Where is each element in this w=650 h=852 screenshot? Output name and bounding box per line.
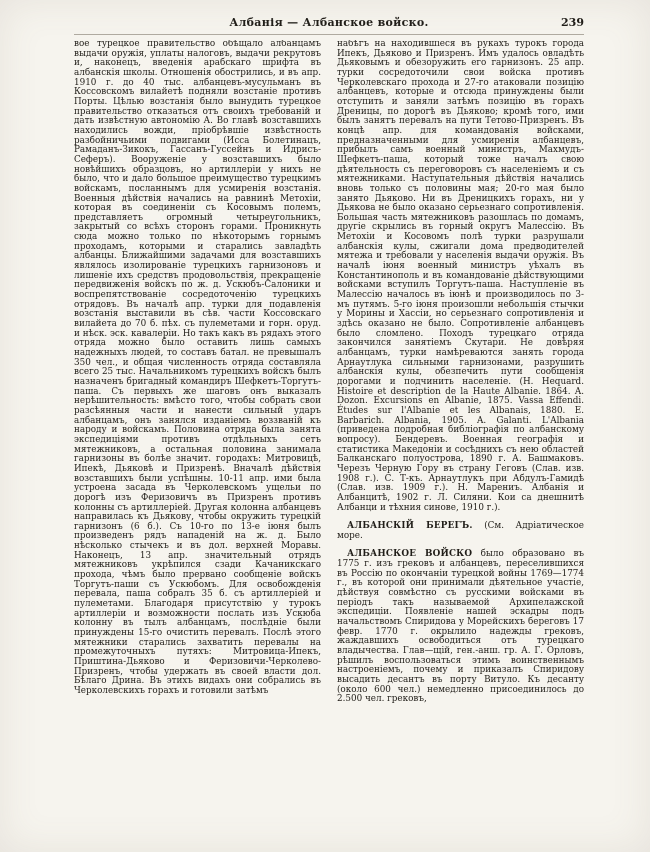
article-albanskoe-vojsko: [337, 550, 584, 705]
article-text-albanskoe-vojsko: было образовано въ 1775 г. изъ грековъ и албанцевъ, переселившихся въ Россію по окончаніи турецкой войны 1769—1774 г., въ которой они принимали дѣятельное участіе, дѣйствуя совмѣстно съ русскими войсками въ періодъ такъ называемой Архипелажской экспедиціи. Появленіе нашей эскадры подъ начальствомъ Спиридова у Морейскихъ береговъ 17 февр. 1770 г. окрылило надежды грековъ, жаждавшихъ освободиться отъ турецкаго владычества. Глав—щій, ген.-анш. гр. А. Г. Орловъ, рѣшилъ воспользоваться этимъ воинственнымъ настроеніемъ, почему и приказалъ Спиридову высадить десантъ въ порту Витуло. Къ десанту (около 600 чел.) немедленно присоединилось до 2.500 чел. грековъ,: [337, 549, 584, 705]
running-header: [74, 16, 584, 32]
page-title: Албанія — Албанское войско.: [229, 16, 429, 29]
right-column: [337, 40, 584, 834]
article-text-albanskij-bereg: (См. Адріатическое море.: [337, 521, 584, 541]
albania-article-continuation-right: набѣгъ на находившіеся въ рукахъ турокъ города Ипекъ, Дьяково и Призренъ. Имъ удалось овладѣть Дьяковымъ и обезоружить его гарнизонъ. 25 апр. турки сосредоточили свои войска противъ Черколевскаго прохода и 27-го атаковали позицію албанцевъ, которые и отсюда принуждены были отступить и заняли затѣмъ позицію въ горахъ Дреницы, по дорогѣ въ Дьяково; кромѣ того, ими былъ занятъ перевалъ на пути Тетово-Призренъ. Въ концѣ апр. для командованія войсками, предназначенными для усмиренія албанцевъ, прибылъ самъ военный министръ, Махмудъ-Шефкетъ-паша, который тоже началъ свою дѣятельность съ переговоровъ съ населеніемъ и съ мятежниками. Наступательныя дѣйствія начались вновь только съ половины мая; 20-го мая было занято Дьяково. Ни въ Дреницкихъ горахъ, ни у Дьякова не было оказано серьезнаго сопротивленія. Большая часть мятежниковъ разошлась по домамъ, другіе скрылись въ горный округъ Малессію. Въ Метохіи и Косовомъ полѣ турки разрушали албанскія кулы, сжигали дома предводителей мятежа и требовали у населенія выдачи оружія. Въ началѣ іюня военный министръ уѣхалъ въ Константинополь и въ командованіе дѣйствующими войсками вступилъ Торгутъ-паша. Наступленіе въ Малессію началось въ іюнѣ и производилось по 3-мъ путямъ. 5-го іюня произошли небольшія стычки у Морины и Хассіи, но серьезнаго сопротивленія и здѣсь оказано не было. Сопротивленіе албанцевъ было сломлено. Походъ турецкаго отряда закончился занятіемъ Скутари. Не довѣряя албанцамъ, турки намѣреваются занять города Арнаутлука сильными гарнизонами, разрушить албанскія кулы, обезпечить пути сообщенія дорогами и подчинить населеніе. (H. Hequard. Histoire et description de la Haute Albanie. 1864. A. Dozon. Excursions en Albanie, 1875. Vassa Effendi. Études sur l'Albanie et les Albanais, 1880. E. Barbarich. Albania, 1905. A. Galanti. L'Albania (приведена подробная библіографія по албанскому вопросу). Бендеревъ. Военная географія и статистика Македоніи и сосѣднихъ съ нею областей Балканскаго полуострова, 1890 г. А. Башмаковъ. Черезъ Черную Гору въ страну Геговъ (Слав. изв. 1908 г.). С. Т-къ. Арнаутлукъ при Абдулъ-Гамидѣ (Слав. изв. 1909 г.). Н. Марениъ. Албанія и Албанцитѣ, 1902 г. Л. Силяни. Кои са днешнитѣ Албанци и тѣхния синове, 1910 г.).: [337, 40, 584, 513]
article-heading-albanskoe-vojsko: АЛБАНСКОЕ ВОЙСКО: [347, 549, 473, 560]
left-column: [74, 40, 321, 834]
article-albanskij-bereg: [337, 522, 584, 541]
text-columns: [74, 40, 584, 834]
header-divider: [74, 34, 584, 35]
article-heading-albanskij-bereg: АЛБАНСКІЙ БЕРЕГЪ.: [347, 521, 473, 532]
page-number: 239: [561, 16, 584, 29]
albania-article-continuation-left: вое турецкое правительство обѣщало албанцамъ выдачи оружія, уплаты налоговъ, выдачи рекрутовъ и, наконецъ, введенія арабскаго шрифта въ албанскія школы. Отношенія обострились, и въ апр. 1910 г. до 40 тыс. албанцевъ-мусульманъ въ Коссовскомъ вилайетѣ подняли возстаніе противъ Порты. Цѣлью возстанія было вынудить турецкое правительство отказаться отъ своихъ требованій и дать извѣстную автономію А. Во главѣ возставшихъ находились вожди, пріобрѣвшіе извѣстность разбойничьими подвигами (Исса Болетинацъ, Рамаданъ-Зикокъ, Гассанъ-Гуссейнъ и Идрисъ-Сеферъ). Вооруженіе у возставшихъ было новѣйшихъ образцовъ, но артиллеріи у нихъ не было, что и дало большое преимущество турецкимъ войскамъ, посланнымъ для усмиренія возстанія. Военныя дѣйствія начались на равнинѣ Метохіи, которая въ соединеніи съ Косовымъ полемъ, представляетъ огромный четыреугольникъ, закрытый со всѣхъ сторонъ горами. Проникнуть сюда можно только по нѣкоторымъ горнымъ проходамъ, которыми и старались завладѣть албанцы. Ближайшими задачами для возставшихъ являлось изолированіе турецкихъ гарнизоновъ и лишеніе ихъ средствъ продовольствія, прекращеніе передвиженія войскъ по ж. д. Ускюбъ-Салоники и воспрепятствованіе сосредоточенію турецкихъ отрядовъ. Въ началѣ апр. турки для подавленія возстанія выставили въ сѣв. части Коссовскаго вилайета до 70 б. пѣх. съ пулеметами и горн. оруд. и нѣск. эск. кавалеріи. Но такъ какъ въ рядахъ этого отряда можно было оставить лишь самыхъ надежныхъ людей, то составъ батал. не превышалъ 350 чел., и общая численность отряда составляла всего 25 тыс. Начальникомъ турецкихъ войскъ былъ назначенъ бригадный командиръ Шефкетъ-Торгутъ-паша. Съ первыхъ же шаговъ онъ выказалъ нерѣшительность: вмѣсто того, чтобы собрать свои разсѣянныя части и нанести сильный ударъ албанцамъ, онъ занялся изданіемъ воззваній къ народу и войскамъ. Половина отряда была занята экспедиціями противъ отдѣльныхъ сетъ мятежниковъ, а остальная половина занимала гарнизоны въ болѣе значит. городахъ: Митровицѣ, Ипекѣ, Дьяковѣ и Призренѣ. Вначалѣ дѣйствія возставшихъ были успѣшны. 10-11 апр. ими была устроена засада въ Черколевскомъ ущельи по дорогѣ изъ Феризовичъ въ Призренъ противъ колонны съ артиллеріей. Другая колонна албанцевъ направилась къ Дьякову, чтобы окружить турецкій гарнизонъ (6 б.). Съ 10-го по 13-е іюня былъ произведенъ рядъ нападеній на ж. д. Было нѣсколько стычекъ и въ дол. верхней Моравы. Наконецъ, 13 апр. значительный отрядъ мятежниковъ укрѣпился сзади Качаникскаго прохода, чѣмъ было прервано сообщеніе войскъ Торгутъ-паши съ Ускюбомъ. Для освобожденія перевала, паша собралъ 35 б. съ артиллеріей и пулеметами. Благодаря присутствію у турокъ артиллеріи и возможности послать изъ Ускюба колонну въ тылъ албанцамъ, послѣдніе были принуждены 15-го очистить перевалъ. Послѣ этого мятежники старались захватить перевалы на промежуточныхъ путяхъ: Митровица-Ипекъ, Приштина-Дьяково и Феризовичи-Черколево-Призренъ, чтобы удержать въ своей власти дол. Бѣлаго Дрина. Въ этихъ видахъ они собрались въ Черколевскихъ горахъ и готовили затѣмъ: [74, 40, 321, 696]
